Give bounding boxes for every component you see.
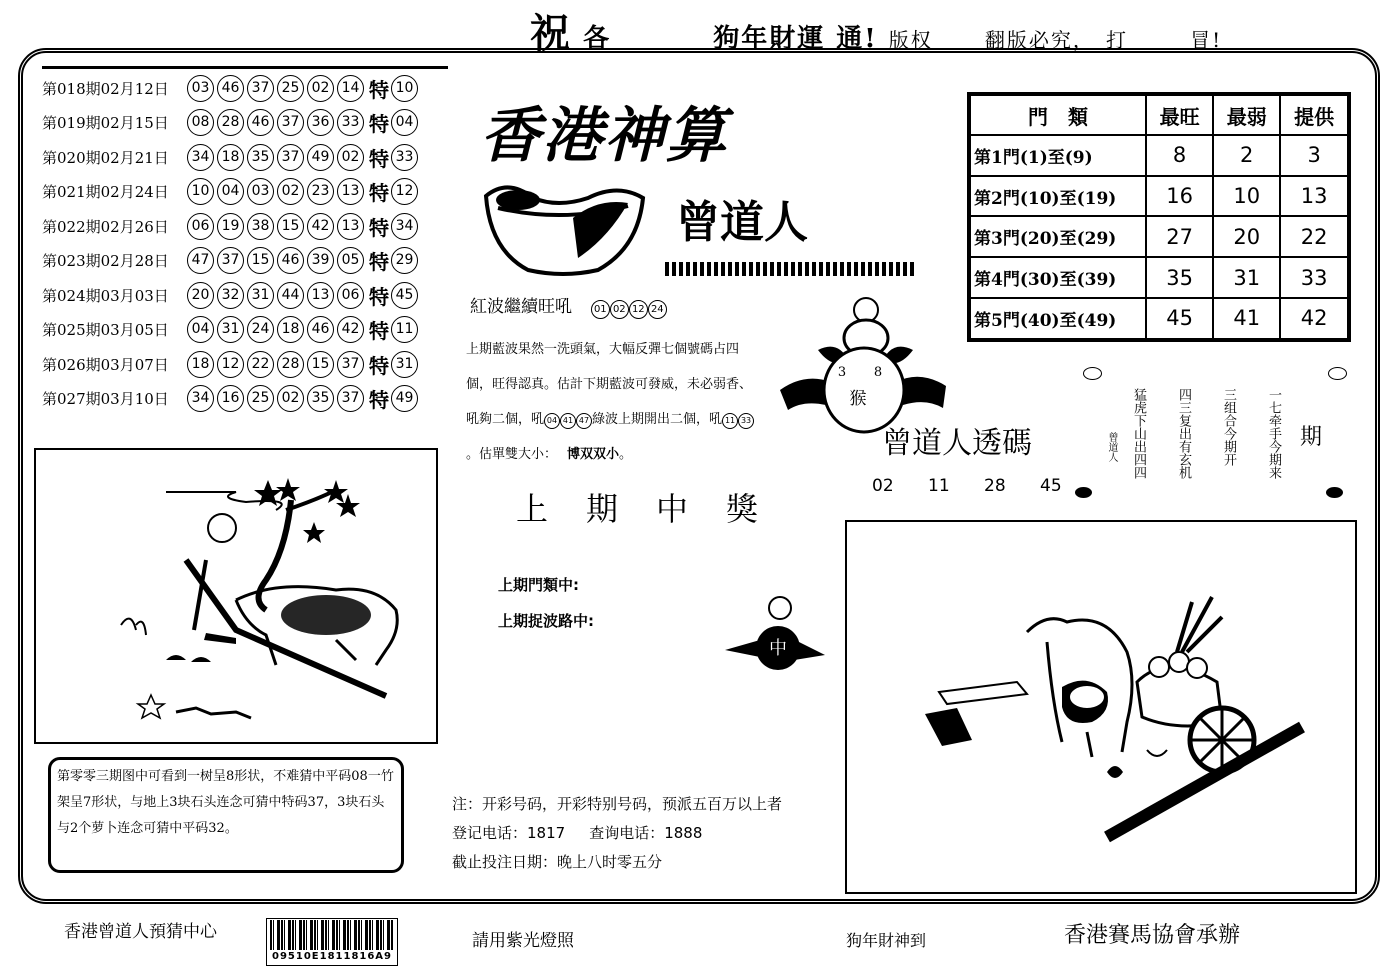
tm-number: 45 — [1040, 476, 1062, 496]
page-title: 香港神算 — [480, 101, 728, 171]
banner-text-5: 翻版必究， — [984, 28, 1095, 52]
door-row-label: 第4門(30)至(39) — [969, 257, 1146, 298]
door-table-header — [969, 94, 1349, 135]
number-ball: 31 — [217, 316, 244, 343]
analysis-ball: 11 — [722, 413, 738, 429]
special-number-ball: 11 — [391, 316, 418, 343]
number-ball: 22 — [247, 351, 274, 378]
number-ball: 44 — [277, 282, 304, 309]
notes-line-2 — [452, 819, 782, 848]
banner-text-3: 通! — [836, 24, 878, 54]
number-ball: 42 — [337, 316, 364, 343]
footer-right-1: 狗年財神到 — [846, 931, 927, 950]
red-wave-ball: 01 — [591, 300, 610, 319]
banner-text-7: 冒! — [1190, 28, 1223, 52]
tm-number: 11 — [928, 476, 950, 496]
special-number-ball: 34 — [391, 213, 418, 240]
door-max: 35 — [1146, 257, 1213, 298]
result-row — [42, 382, 448, 417]
number-ball: 16 — [217, 385, 244, 412]
vertical-verse-3: 三组合今期开 — [1221, 388, 1236, 466]
result-row-label: 第018期02月12日 — [42, 79, 169, 98]
door-give: 13 — [1280, 176, 1349, 217]
analysis-ball: 33 — [738, 413, 754, 429]
dot-marker — [1328, 367, 1347, 380]
barcode-number: 09510E1811816A9 — [271, 951, 393, 962]
last-door-label: 上期門類中: — [498, 576, 579, 594]
result-row-label: 第019期02月15日 — [42, 114, 169, 133]
door-row-label: 第5門(40)至(49) — [969, 298, 1146, 340]
door-row — [969, 298, 1349, 340]
results-top-line — [42, 66, 448, 69]
result-row — [42, 244, 448, 279]
special-number-ball: 04 — [391, 109, 418, 136]
door-max: 27 — [1146, 216, 1213, 257]
dot-marker — [1075, 487, 1092, 498]
special-label: 特 — [369, 181, 389, 206]
door-max: 45 — [1146, 298, 1213, 340]
door-give: 42 — [1280, 298, 1349, 340]
door-min: 10 — [1213, 176, 1280, 217]
number-ball: 36 — [307, 109, 334, 136]
number-ball: 46 — [217, 75, 244, 102]
number-ball: 34 — [187, 385, 214, 412]
notes-line-1: 注：开彩号码，开彩特别号码，预派五百万以上者 — [452, 795, 783, 813]
number-ball: 03 — [247, 178, 274, 205]
result-row-label: 第024期03月03日 — [42, 286, 169, 305]
special-number-ball: 49 — [391, 385, 418, 412]
number-ball: 46 — [277, 247, 304, 274]
monkey-num-1: 3 — [837, 365, 847, 380]
notes-line-3: 截止投注日期：晚上八时零五分 — [452, 853, 663, 871]
door-header-category: 門 類 — [969, 94, 1146, 135]
number-ball: 02 — [337, 144, 364, 171]
number-ball: 24 — [247, 316, 274, 343]
illustration-dog-cart — [845, 520, 1357, 894]
door-give: 22 — [1280, 216, 1349, 257]
number-ball: 37 — [277, 109, 304, 136]
door-category-table — [967, 92, 1351, 342]
results-list — [42, 66, 448, 416]
footer-mid: 請用紫光燈照 — [472, 931, 574, 951]
red-wave-ball: 02 — [610, 300, 629, 319]
red-wave-ball: 12 — [629, 300, 648, 319]
banner-text-6: 打 — [1105, 28, 1128, 52]
special-number-ball: 31 — [391, 351, 418, 378]
number-ball: 28 — [277, 351, 304, 378]
number-ball: 02 — [277, 178, 304, 205]
last-wave-label: 上期捉波路中: — [498, 612, 594, 630]
result-row-label: 第025期03月05日 — [42, 321, 169, 340]
special-number-ball: 45 — [391, 282, 418, 309]
number-ball: 06 — [187, 213, 214, 240]
notes-block — [452, 790, 782, 877]
number-ball: 19 — [217, 213, 244, 240]
analysis-text-2: 綠波上期開出二個，吼 — [592, 412, 723, 427]
number-ball: 37 — [217, 247, 244, 274]
result-row — [42, 347, 448, 382]
number-ball: 32 — [217, 282, 244, 309]
special-label: 特 — [369, 284, 389, 309]
special-label: 特 — [369, 146, 389, 171]
number-ball: 06 — [337, 282, 364, 309]
door-header-min: 最弱 — [1213, 94, 1280, 135]
red-wave-ball: 24 — [648, 300, 667, 319]
gourd-zhong-label: 中 — [769, 638, 787, 659]
result-row — [42, 209, 448, 244]
number-ball: 18 — [217, 144, 244, 171]
analysis-ball: 47 — [576, 413, 592, 429]
door-row — [969, 216, 1349, 257]
number-ball: 13 — [337, 213, 364, 240]
door-give: 33 — [1280, 257, 1349, 298]
door-row-label: 第1門(1)至(9) — [969, 135, 1146, 176]
query-phone: 查询电话：1888 — [589, 824, 703, 842]
analysis-paragraph — [466, 332, 756, 472]
number-ball: 04 — [187, 316, 214, 343]
analysis-text-1: 上期藍波果然一洗頭氣，大幅反彈七個號碼占四個，旺得認真。估計下期藍波可發威，未必弱香、吼夠二個，吼 — [466, 342, 753, 427]
door-min: 2 — [1213, 135, 1280, 176]
special-number-ball: 33 — [391, 144, 418, 171]
result-row-label: 第026期03月07日 — [42, 355, 169, 374]
number-ball: 31 — [247, 282, 274, 309]
decorative-stripes — [665, 262, 915, 276]
door-min: 41 — [1213, 298, 1280, 340]
number-ball: 10 — [187, 178, 214, 205]
number-ball: 39 — [307, 247, 334, 274]
number-ball: 25 — [247, 385, 274, 412]
number-ball: 42 — [307, 213, 334, 240]
special-label: 特 — [369, 215, 389, 240]
number-ball: 46 — [307, 316, 334, 343]
special-label: 特 — [369, 77, 389, 102]
vertical-verse-2: 四三复出有玄机 — [1176, 388, 1191, 479]
number-ball: 04 — [217, 178, 244, 205]
number-ball: 18 — [277, 316, 304, 343]
special-number-ball: 12 — [391, 178, 418, 205]
special-label: 特 — [369, 353, 389, 378]
door-header-max: 最旺 — [1146, 94, 1213, 135]
special-number-ball: 29 — [391, 247, 418, 274]
top-banner — [530, 2, 1223, 57]
hint-box: 第零零三期图中可看到一树呈8形状，不难猜中平码08一竹架呈7形状，与地上3块石头连念可猜中特码37，3块石头与2个萝卜连念可猜中平码32。 — [48, 757, 404, 873]
number-ball: 46 — [247, 109, 274, 136]
number-ball: 37 — [247, 75, 274, 102]
door-row-label: 第3門(20)至(29) — [969, 216, 1146, 257]
number-ball: 23 — [307, 178, 334, 205]
result-row — [42, 278, 448, 313]
number-ball: 33 — [337, 109, 364, 136]
number-ball: 35 — [247, 144, 274, 171]
banner-text-1: 各 — [583, 24, 612, 54]
number-ball: 37 — [337, 351, 364, 378]
result-row-label: 第022期02月26日 — [42, 217, 169, 236]
number-ball: 25 — [277, 75, 304, 102]
monkey-label: 猴 — [849, 389, 867, 409]
number-ball: 12 — [217, 351, 244, 378]
number-ball: 28 — [217, 109, 244, 136]
special-number-ball: 10 — [391, 75, 418, 102]
result-row-label: 第023期02月28日 — [42, 252, 169, 271]
dot-marker — [1326, 487, 1343, 498]
result-row-label: 第021期02月24日 — [42, 183, 169, 202]
tm-numbers — [872, 476, 1096, 496]
door-give: 3 — [1280, 135, 1349, 176]
special-label: 特 — [369, 319, 389, 344]
analysis-ball: 41 — [560, 413, 576, 429]
page-subtitle: 曾道人 — [676, 197, 808, 248]
gourd-zhong-icon — [720, 590, 830, 680]
analysis-text-5: 。 — [619, 447, 633, 462]
result-row — [42, 140, 448, 175]
result-row — [42, 71, 448, 106]
monkey-num-2: 8 — [873, 365, 883, 380]
footer-left: 香港曾道人預猜中心 — [64, 922, 217, 942]
special-label: 特 — [369, 388, 389, 413]
result-row — [42, 313, 448, 348]
register-phone: 登记电话：1817 — [452, 824, 566, 842]
vertical-caption: 曾道人 — [1106, 432, 1117, 462]
analysis-ball: 04 — [544, 413, 560, 429]
dot-marker — [1083, 367, 1102, 380]
special-label: 特 — [369, 112, 389, 137]
special-label: 特 — [369, 250, 389, 275]
tm-title: 曾道人透碼 — [882, 426, 1032, 461]
door-row — [969, 257, 1349, 298]
number-ball: 13 — [337, 178, 364, 205]
door-row — [969, 135, 1349, 176]
door-max: 16 — [1146, 176, 1213, 217]
number-ball: 14 — [337, 75, 364, 102]
vertical-verse-1: 猛虎下山出四四 — [1131, 388, 1146, 479]
number-ball: 08 — [187, 109, 214, 136]
qi-label: 期 — [1300, 425, 1323, 450]
analysis-prediction: 博双双小 — [567, 447, 620, 462]
result-row-label: 第027期03月10日 — [42, 390, 169, 409]
result-row — [42, 175, 448, 210]
number-ball: 15 — [307, 351, 334, 378]
number-ball: 37 — [277, 144, 304, 171]
number-ball: 18 — [187, 351, 214, 378]
illustration-bull-tree — [34, 448, 438, 744]
door-row — [969, 176, 1349, 217]
number-ball: 49 — [307, 144, 334, 171]
barcode — [266, 918, 398, 966]
number-ball: 02 — [277, 385, 304, 412]
number-ball: 34 — [187, 144, 214, 171]
tm-number: 02 — [872, 476, 894, 496]
door-min: 20 — [1213, 216, 1280, 257]
number-ball: 15 — [247, 247, 274, 274]
number-ball: 02 — [307, 75, 334, 102]
red-wave-line — [470, 292, 667, 319]
door-row-label: 第2門(10)至(19) — [969, 176, 1146, 217]
banner-char-zhu: 祝 — [530, 10, 572, 57]
result-row — [42, 106, 448, 141]
number-ball: 03 — [187, 75, 214, 102]
footer-right-2: 香港賽馬協會承辦 — [1064, 923, 1241, 948]
number-ball: 13 — [307, 282, 334, 309]
door-min: 31 — [1213, 257, 1280, 298]
tm-number: 28 — [984, 476, 1006, 496]
red-wave-label: 紅波繼續旺吼 — [470, 297, 572, 317]
barcode-bars — [270, 920, 394, 950]
last-win-heading: 上期中獎 — [516, 490, 797, 528]
banner-text-4: 版权 — [888, 28, 933, 52]
door-max: 8 — [1146, 135, 1213, 176]
number-ball: 20 — [187, 282, 214, 309]
door-header-give: 提供 — [1280, 94, 1349, 135]
gold-ingot-icon — [478, 178, 648, 278]
number-ball: 38 — [247, 213, 274, 240]
number-ball: 15 — [277, 213, 304, 240]
banner-text-2: 狗年財運 — [713, 24, 826, 54]
number-ball: 35 — [307, 385, 334, 412]
analysis-text-3: 。估單雙大小： — [466, 447, 558, 462]
result-row-label: 第020期02月21日 — [42, 148, 169, 167]
number-ball: 05 — [337, 247, 364, 274]
number-ball: 47 — [187, 247, 214, 274]
number-ball: 37 — [337, 385, 364, 412]
vertical-verse-4: 一七牵手今期来 — [1266, 388, 1281, 479]
